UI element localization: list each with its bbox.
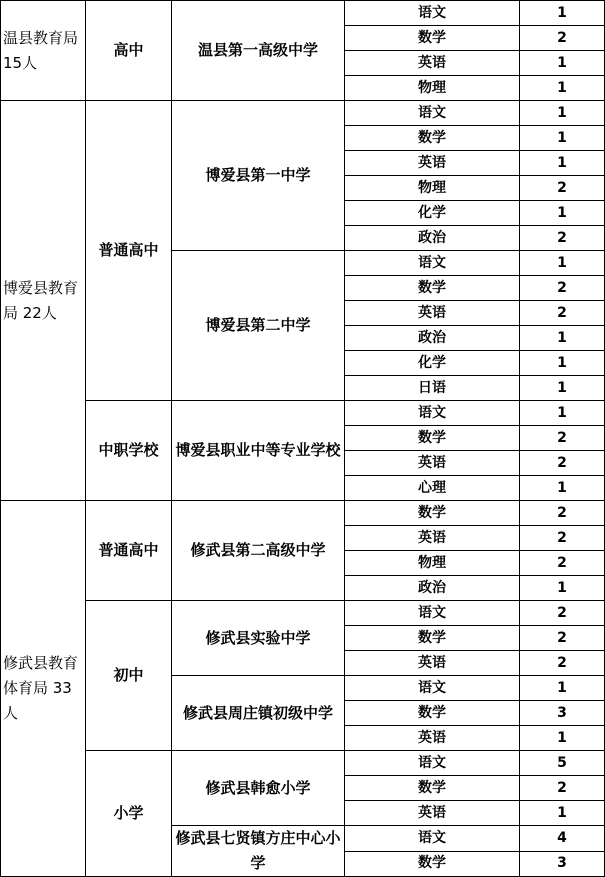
subject-cell: 政治 [345,326,520,351]
count-cell: 1 [520,726,605,751]
subject-cell: 英语 [345,451,520,476]
subject-cell: 数学 [345,26,520,51]
count-cell: 1 [520,201,605,226]
count-cell: 1 [520,51,605,76]
count-cell: 2 [520,776,605,801]
table-row [1,1,605,26]
count-cell: 2 [520,276,605,301]
count-cell: 2 [520,226,605,251]
subject-cell: 英语 [345,651,520,676]
count-cell: 2 [520,426,605,451]
subject-cell: 语文 [345,1,520,26]
subject-cell: 政治 [345,226,520,251]
count-cell: 1 [520,326,605,351]
count-cell: 1 [520,151,605,176]
school-cell: 修武县周庄镇初级中学 [172,676,345,751]
recruitment-table-body [1,1,605,877]
school-cell: 博爱县第一中学 [172,101,345,251]
count-cell: 1 [520,251,605,276]
table-row [1,101,605,126]
stage-cell: 中职学校 [86,401,172,501]
subject-cell: 英语 [345,726,520,751]
subject-cell: 语文 [345,676,520,701]
subject-cell: 语文 [345,826,520,852]
count-cell: 1 [520,126,605,151]
subject-cell: 政治 [345,576,520,601]
count-cell: 2 [520,451,605,476]
count-cell: 2 [520,651,605,676]
subject-cell: 语文 [345,751,520,776]
count-cell: 5 [520,751,605,776]
count-cell: 3 [520,701,605,726]
subject-cell: 英语 [345,151,520,176]
count-cell: 1 [520,1,605,26]
school-cell: 博爱县职业中等专业学校 [172,401,345,501]
bureau-cell: 博爱县教育局 22人 [1,101,86,501]
subject-cell: 语文 [345,601,520,626]
count-cell: 1 [520,76,605,101]
subject-cell: 英语 [345,801,520,826]
count-cell: 1 [520,476,605,501]
stage-cell: 普通高中 [86,101,172,401]
count-cell: 2 [520,601,605,626]
subject-cell: 数学 [345,426,520,451]
school-cell: 修武县实验中学 [172,601,345,676]
table-row [1,501,605,526]
subject-cell: 物理 [345,551,520,576]
subject-cell: 语文 [345,251,520,276]
subject-cell: 数学 [345,501,520,526]
count-cell: 1 [520,376,605,401]
subject-cell: 数学 [345,776,520,801]
subject-cell: 语文 [345,401,520,426]
count-cell: 1 [520,401,605,426]
stage-cell: 高中 [86,1,172,101]
subject-cell: 日语 [345,376,520,401]
count-cell: 2 [520,526,605,551]
table-row [1,601,605,626]
stage-cell: 小学 [86,751,172,877]
subject-cell: 数学 [345,626,520,651]
subject-cell: 数学 [345,701,520,726]
subject-cell: 英语 [345,526,520,551]
school-cell: 博爱县第二中学 [172,251,345,401]
subject-cell: 化学 [345,201,520,226]
subject-cell: 语文 [345,101,520,126]
school-cell: 温县第一高级中学 [172,1,345,101]
stage-cell: 初中 [86,601,172,751]
count-cell: 2 [520,26,605,51]
subject-cell: 物理 [345,176,520,201]
stage-cell: 普通高中 [86,501,172,601]
count-cell: 4 [520,826,605,852]
count-cell: 2 [520,551,605,576]
school-cell: 修武县七贤镇方庄中心小学 [172,826,345,877]
count-cell: 1 [520,351,605,376]
bureau-cell: 修武县教育体育局 33人 [1,501,86,877]
subject-cell: 心理 [345,476,520,501]
subject-cell: 数学 [345,276,520,301]
count-cell: 2 [520,176,605,201]
count-cell: 1 [520,676,605,701]
count-cell: 2 [520,301,605,326]
count-cell: 1 [520,576,605,601]
count-cell: 2 [520,626,605,651]
bureau-cell: 温县教育局 15人 [1,1,86,101]
subject-cell: 物理 [345,76,520,101]
count-cell: 3 [520,851,605,877]
table-row [1,401,605,426]
count-cell: 1 [520,101,605,126]
school-cell: 修武县第二高级中学 [172,501,345,601]
subject-cell: 英语 [345,301,520,326]
school-cell: 修武县韩愈小学 [172,751,345,826]
subject-cell: 化学 [345,351,520,376]
subject-cell: 数学 [345,126,520,151]
table-row [1,751,605,776]
subject-cell: 数学 [345,851,520,877]
count-cell: 1 [520,801,605,826]
subject-cell: 英语 [345,51,520,76]
count-cell: 2 [520,501,605,526]
